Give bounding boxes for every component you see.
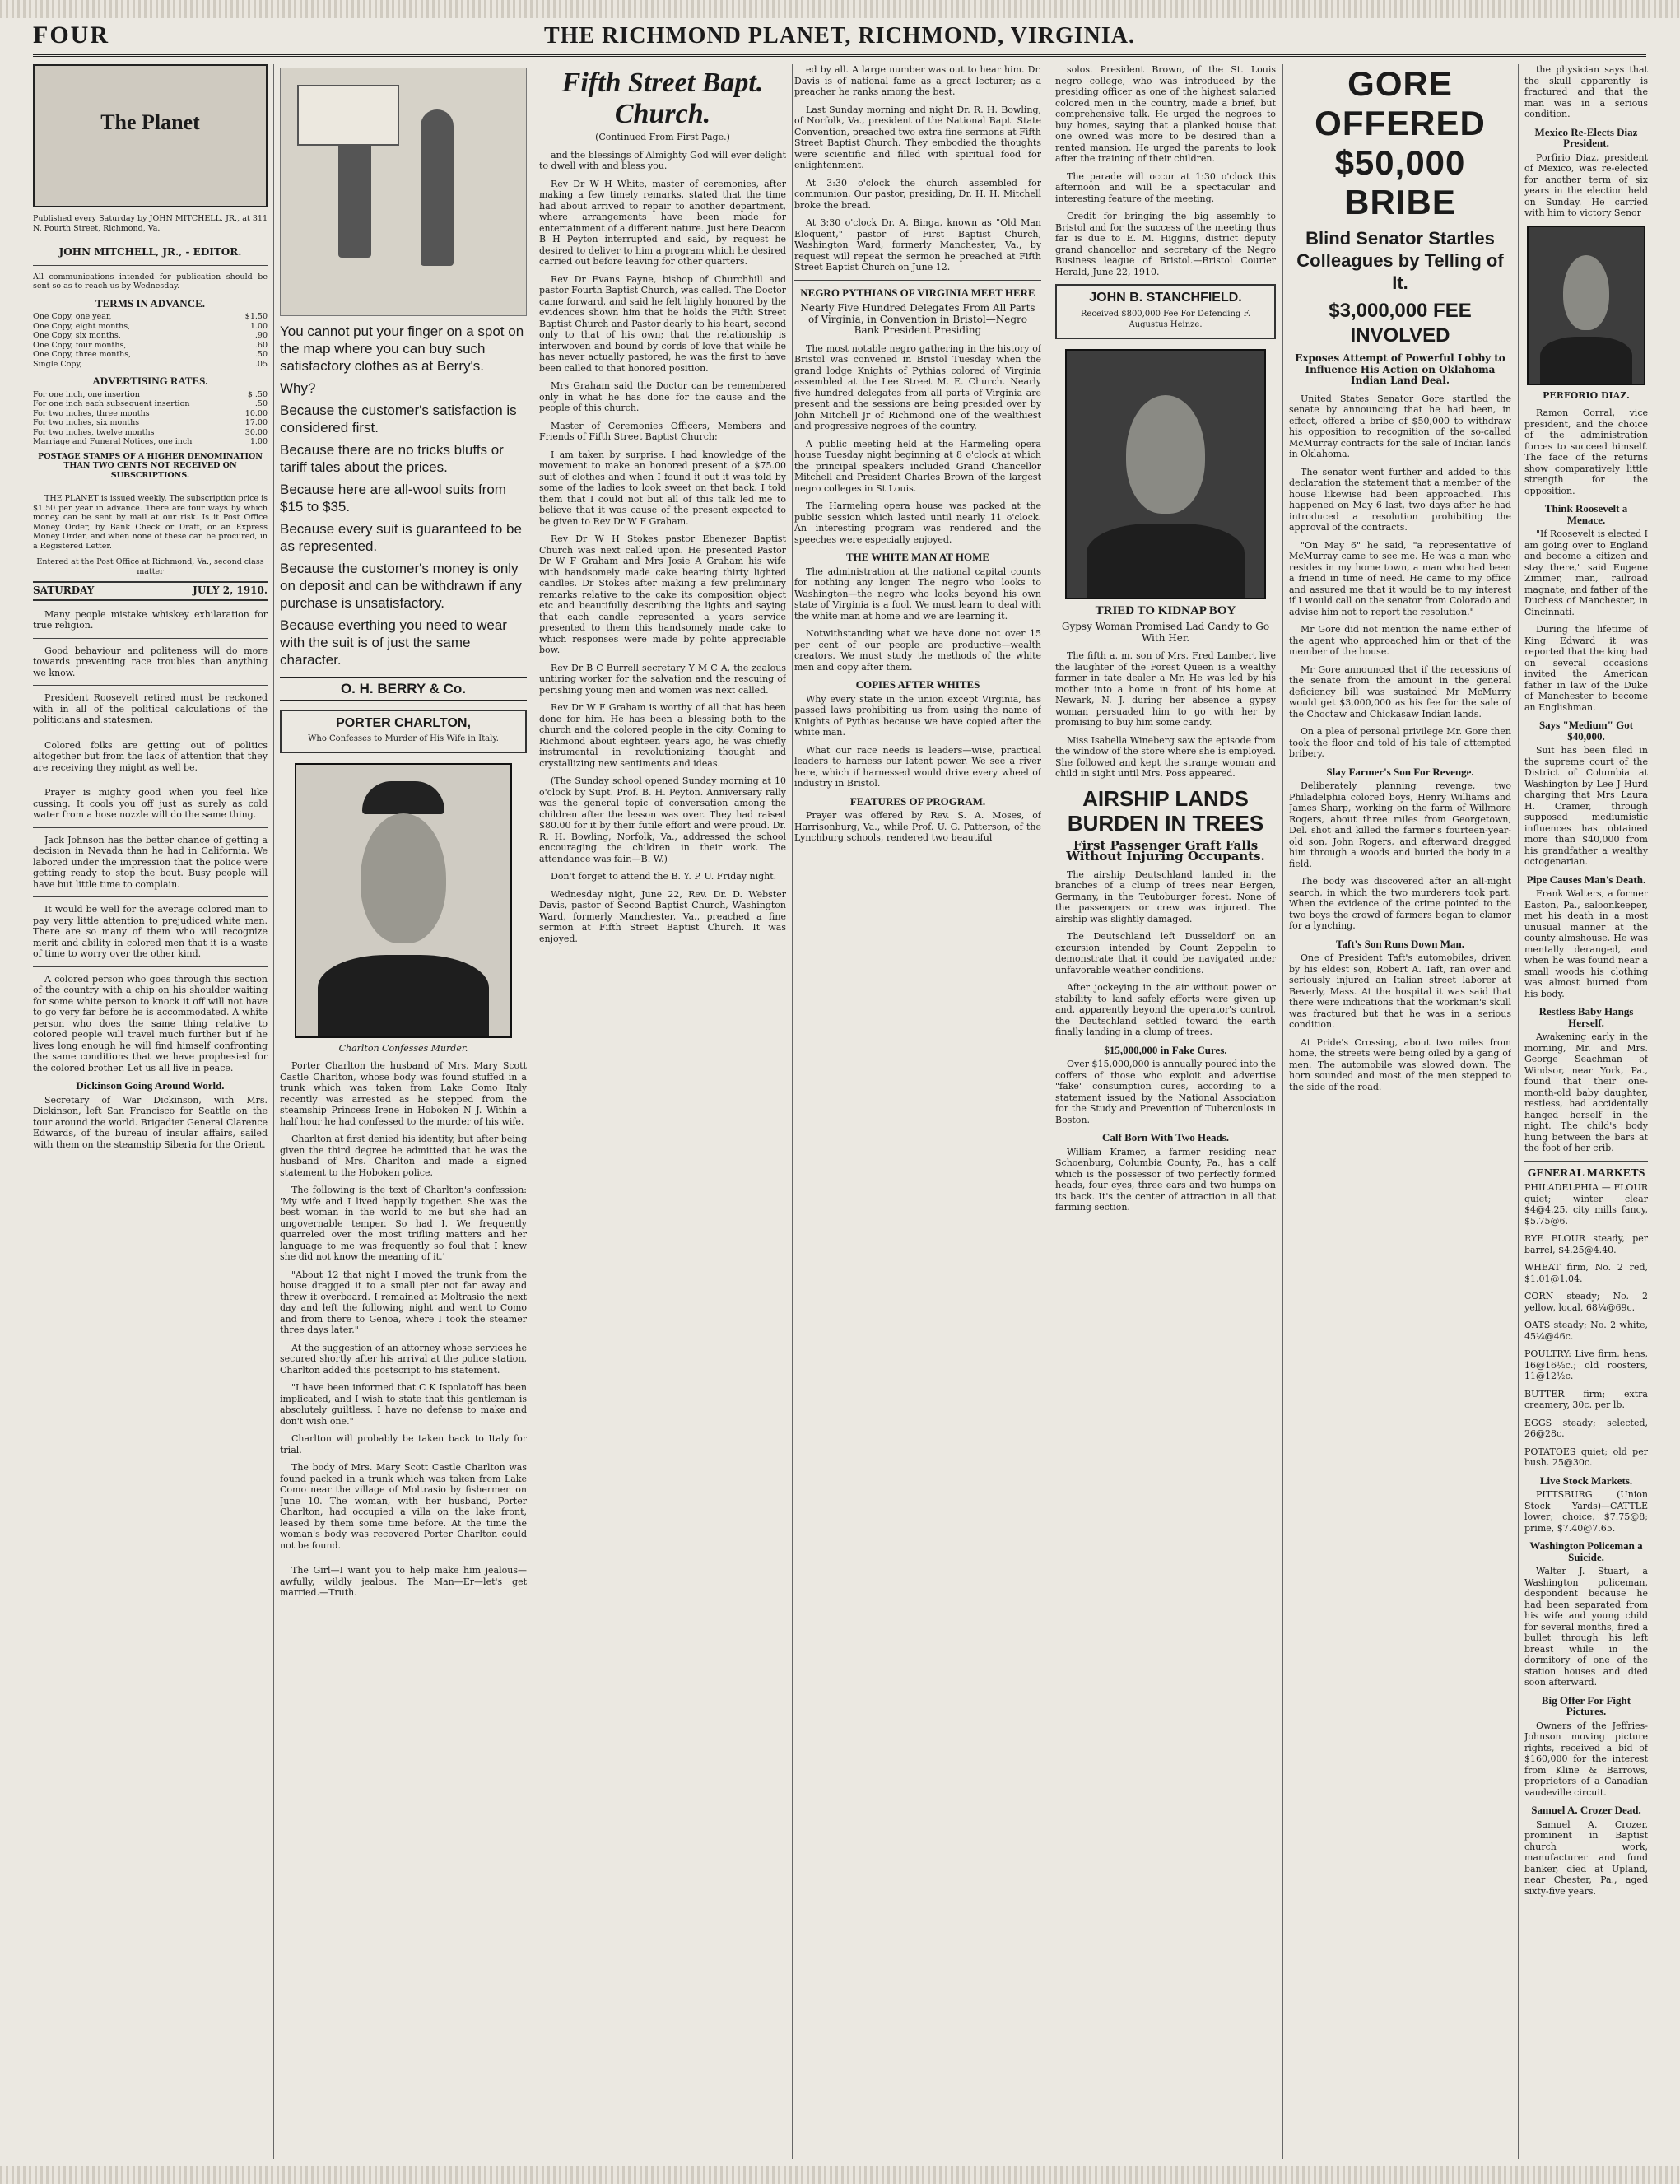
gore-paragraph: The senator went further and added to this declaration the statement that a member of the house likewise had been approached. This happened on May 6 last, two days after he had introduced a resolution prohibiting the approval of the contracts. (1289, 466, 1511, 533)
editorial-paragraph: Jack Johnson has the better chance of getting a decision in Nevada than he had in California. We labored under the impression that the police were getting ready to stop the bout. Busy people will have but little time to complain. (33, 834, 268, 890)
markets-list (1524, 1182, 1648, 1469)
ad-line: Because everthing you need to wear with the suit is of just the same character. (280, 617, 507, 668)
terms-row: One Copy, three months, .50 (33, 350, 268, 359)
diaz-paragraph: Ramon Corral, vice president, and the choice of the administration forces to succeed himself. The face of the returns show comparatively little strength for the opposition. (1524, 407, 1648, 496)
ad-line: Because every suit is guaranteed to be as represented. (280, 521, 522, 554)
advertising-title: ADVERTISING RATES. (92, 375, 208, 387)
gore-fee-headline: $3,000,000 FEE INVOLVED (1329, 300, 1472, 347)
page-number: FOUR (33, 21, 109, 49)
market-item: EGGS steady; selected, 26@28c. (1524, 1417, 1648, 1439)
terms-row: One Copy, six months, .90 (33, 331, 268, 340)
editorial-paragraph: Many people mistake whiskey exhilaration for true religion. (33, 608, 268, 631)
adv-row: For one inch each subsequent insertion .50 (33, 399, 268, 408)
pipe-headline: Pipe Causes Man's Death. (1526, 873, 1646, 886)
ad-line: Why? (280, 380, 316, 396)
gore-paragraph: On a plea of personal privilege Mr. Gore then took the floor and told of his tale of attempted bribery. (1289, 726, 1511, 759)
story-paragraph: At the suggestion of an attorney whose services he secured shortly after his arrival at the police station, Charlton added this postscript to his statement. (280, 1342, 527, 1376)
stanchfield-name: JOHN B. STANCHFIELD. (1089, 291, 1242, 305)
diaz-paragraph: Porfirio Diaz, president of Mexico, was re-elected for another term of six years in the election held on Sunday. He carried with him to victory Senor (1524, 151, 1648, 218)
church-paragraph: Rev Dr B C Burrell secretary Y M C A, the zealous untiring worker for the salvation and the rescuing of perishing young men and women was next called. (539, 662, 786, 696)
pythians-paragraph: Notwithstanding what we have done not over 15 per cent of our people are productive—wealth creators. We must study the methods of the white men and copy after them. (794, 628, 1041, 673)
story-paragraph: Charlton at first denied his identity, but after being given the third degree he admitted that he was the husband of Mrs. Charlton and made a signed statement to the Hoboken police. (280, 1134, 527, 1178)
market-item: BUTTER firm; extra creamery, 30c. per lb. (1524, 1388, 1648, 1410)
editor-line: JOHN MITCHELL, JR., - EDITOR. (58, 246, 242, 258)
kidnap-paragraph: The fifth a. m. son of Mrs. Fred Lambert live the laughter of the Forest Queen is a wealthy farmer in tate dealer a Mr. He was led by his mother into a home in front of his home at Newark, N. J. during her absence a gypsy woman persuaded him to go with her by promising to buy him some candy. (1055, 650, 1276, 728)
gore-paragraph: Mr Gore announced that if the recessions of the senate from the amount in the general deficiency bill was sustained Mr McMurry would get $3,000,000 as his fee for the sale of the Choctaw and Chickasaw Indian lands. (1289, 664, 1511, 719)
medium-headline: Says "Medium" Got $40,000. (1538, 719, 1634, 743)
slay-headline: Slay Farmer's Son For Revenge. (1326, 765, 1474, 778)
pythians-paragraph: Credit for bringing the big assembly to Bristol and for the success of the meeting thus far is due to E. M. Higgins, district deputy grand chancellor and secretary of the Negro Business league of Bristol.—Bristol Courier Herald, June 22, 1910. (1055, 211, 1276, 277)
continued-note: (Continued From First Page.) (595, 132, 730, 142)
policeman-paragraph: Walter J. Stuart, a Washington policeman, despondent because he had been separated from his wife and young child for several months, fired a bullet through his left breast while in the dormitory of one of the station houses and died soon afterward. (1524, 1566, 1648, 1688)
gore-deck: Exposes Attempt of Powerful Lobby to Influence His Action on Oklahoma Indian Land Deal. (1295, 352, 1505, 386)
scan-edge-bottom (0, 2166, 1680, 2184)
gore-headline: GORE OFFERED $50,000 BRIBE (1315, 64, 1486, 221)
dateline-day: SATURDAY (33, 584, 95, 596)
kidnap-deck: Gypsy Woman Promised Lad Candy to Go With Her. (1061, 621, 1270, 644)
livestock-title: Live Stock Markets. (1539, 1474, 1633, 1487)
gore-paragraph: "On May 6" he said, "a representative of McMurray came to see me. He was a man who resides in my home town, a man who had been a friend in time of need. He came to my office and assured me that it would be to my interest if I would call on the senator from Colorado and advise him not to report the resolution." (1289, 539, 1511, 617)
editorial-paragraph: Colored folks are getting out of politics altogether but from the lack of attention that they are receiving they might as well be. (33, 739, 268, 773)
church-paragraph: Don't forget to attend the B. Y. P. U. Friday night. (551, 871, 777, 882)
church-paragraph: Rev Dr W H Stokes pastor Ebenezer Baptist Church was next called upon. He presented Pastor Dr W F Graham and Mrs Josie A Graham his wife with handsomely made cake bearing thirty lighted candles. Dr Stokes after making a few preliminary remarks relative to the cake its composition object etc and beautifully describing the lights and saying that each candle represented a years service presented to them this handsomely made cake to which responses were made by polite appreciable bow. (539, 533, 786, 655)
dickinson-headline: Dickinson Going Around World. (76, 1079, 225, 1092)
story-paragraph: "About 12 that night I moved the trunk from the house dragged it to a small pier not far away and threw it overboard. I remained at Moltrasio the next day and left the following night and went to Como and from there to Genoa, where I took the steamer three days later." (280, 1269, 527, 1335)
features-headline: FEATURES OF PROGRAM. (849, 794, 986, 808)
pythians-deck: Nearly Five Hundred Delegates From All Parts of Virginia, in Convention in Bristol—Negro Bank President Presiding (800, 302, 1035, 336)
terms-row: One Copy, eight months, 1.00 (33, 321, 268, 331)
issue-dateline (33, 581, 268, 601)
calf-headline: Calf Born With Two Heads. (1102, 1131, 1229, 1143)
editorial-paragraph: President Roosevelt retired must be reckoned with in all of the political calculations of the politicians and statesmen. (33, 692, 268, 725)
gore-paragraph: United States Senator Gore startled the senate by announcing that he had been, in effect, offered a bribe of $50,000 to withdraw his opposition to recognition of the so-called McMurray contracts for the sale of Indian lands in Oklahoma. (1289, 393, 1511, 459)
church-paragraph: At 3:30 o'clock Dr. A. Binga, known as "Old Man Eloquent," pastor of First Baptist Church, Washington Ward, formerly Manchester, Va., by request will repeat the sermon he preached at Fifth Street Baptist Church on June 12. (794, 217, 1041, 272)
pythians-paragraph: The Harmeling opera house was packed at the public session which lasted until nearly 11 o'clock. An interesting program was rendered and the speeches were especially enjoyed. (794, 501, 1041, 545)
berry-company-name: O. H. BERRY & Co. (280, 677, 527, 701)
ad-line: Because there are no tricks bluffs or tariff tales about the prices. (280, 442, 504, 475)
postage-notice: POSTAGE STAMPS OF A HIGHER DENOMINATION THAN TWO CENTS NOT RECEIVED ON SUBSCRIPTIONS. (38, 451, 263, 480)
terms-row: Single Copy, .05 (33, 359, 268, 369)
church-paragraph: I am taken by surprise. I had knowledge of the movement to make an honored present of a $75.00 suit of clothes and when I found it out it was told by some of the ladies to look sweet on that back. I told them that I could not but all of this talk led me to believe that it was cause of the present expected to be given to Rev Dr W F Graham. (539, 449, 786, 527)
charlton-box-name: PORTER CHARLTON, (336, 715, 471, 730)
ad-line: Because here are all-wool suits from $15 to $35. (280, 482, 506, 515)
diaz-portrait (1527, 226, 1645, 385)
airship-headline: AIRSHIP LANDS BURDEN IN TREES (1067, 785, 1264, 836)
fake-cures-paragraph: Over $15,000,000 is annually poured into the coffers of those who exploit and advertise "fake" consumption cures, according to a statement issued by the National Association for the Study and Prevention of Tuberculosis in Boston. (1055, 1059, 1276, 1125)
editorial-paragraph: Good behaviour and politeness will do more towards preventing race troubles than anything we know. (33, 645, 268, 678)
adv-row: Marriage and Funeral Notices, one inch 1.00 (33, 437, 268, 446)
pythians-paragraph: Prayer was offered by Rev. S. A. Moses, of Harrisonburg, Va., while Prof. U. G. Patterson, of the Lynchburg schools, rendered two beautiful (794, 810, 1041, 843)
masthead (33, 18, 1646, 57)
taft-paragraph: the physician says that the skull apparently is fractured and that the man was in a serious condition. (1524, 64, 1648, 119)
clothing-ad-illustration (280, 68, 527, 316)
terms-title: TERMS IN ADVANCE. (95, 296, 206, 310)
crozer-headline: Samuel A. Crozer Dead. (1531, 1804, 1641, 1816)
pythians-paragraph: The parade will occur at 1:30 o'clock this afternoon and will be a spectacular and interesting feature of the meeting. (1055, 170, 1276, 204)
charlton-portrait (295, 763, 512, 1038)
story-paragraph: The following is the text of Charlton's confession: 'My wife and I lived happily together. She was the best woman in the world to me but she had an ungovernable temper. So had I. We frequently quarreled over the most trifling matters and her language to me was frequently so foul that I knew she did not know the meaning of it.' (280, 1185, 527, 1262)
story-paragraph: Charlton will probably be taken back to Italy for trial. (280, 1433, 527, 1455)
pythians-paragraph: Why every state in the union except Virginia, has passed laws prohibiting us from using the name of Knights of Pythias because we have copied after the white man. (794, 693, 1041, 738)
map-icon (297, 85, 399, 146)
airship-deck: First Passenger Graft Falls Without Injuring Occupants. (1066, 837, 1265, 864)
pythians-paragraph: The administration at the national capital counts for nothing any longer. The negro who looks to Washington—the negro who looks beyond his own state of Virginia is a fool. We must learn to deal with the white man at home and we are learning it. (794, 566, 1041, 622)
gore-main (1289, 64, 1511, 2159)
church-paragraph: Rev Dr Evans Payne, bishop of Churchhill and pastor Fourth Baptist Church, was called. The Doctor came forward, and said he felt highly honored by the evidences shown him that he holds the Fifth Street Baptist Church and Pastor dearly to his heart, second only to that of his own; that the relationship is interwoven and bound by cords of love that while he has never actually pastored, he was the first to have been called to that honored position. (539, 273, 786, 374)
airship-paragraph: The Deutschland left Dusseldorf on an excursion intended by Count Zeppelin to demonstrate that it could be navigated under unfavorable weather conditions. (1055, 931, 1276, 976)
church-paragraph: (The Sunday school opened Sunday morning at 10 o'clock by Supt. Prof. B. H. Peyton. Anniversary rally was the general topic of conversation among the children after the lesson was over. They had raised $80.00 for it by their futile effort and were proud. Dr. R. H. Bowling, Norfolk, Va., addressed the school encouraging the children in their work. The attendance was fair.—B. W.) (539, 775, 786, 864)
joke-paragraph: The Girl—I want you to help make him jealous—awfully, wildly jealous. The Man—Er—let's get married.—Truth. (280, 1565, 527, 1598)
roosevelt-paragraph: During the lifetime of King Edward it was reported that the king had on several occasions invited the American father in law of the Duke of Manchester to become an Englishman. (1524, 624, 1648, 713)
market-item: CORN steady; No. 2 yellow, local, 68¼@69c. (1524, 1291, 1648, 1313)
subscription-notice: THE PLANET is issued weekly. The subscription price is $1.50 per year in advance. There are four ways by which money can be sent by mail at our risk. Is it Post Office Money Order, by Bank Check or Draft, or an Express Money Order, and when none of these can be procured, in a Registered Letter. (33, 494, 268, 551)
diaz-headline: Mexico Re-Elects Diaz President. (1534, 125, 1638, 149)
ad-line: Because the customer's money is only on deposit and can be withdrawn if any purchase is unsatisfactory. (280, 561, 522, 611)
ad-line: You cannot put your finger on a spot on the map where you can buy such satisfactory clothes as at Berry's. (280, 324, 524, 374)
roosevelt-paragraph: "If Roosevelt is elected I am going over to England and become a citizen and stay there," said Eugene Zimmer, man, railroad magnate, and father of the Duchess of Manchester, in Cincinnati. (1524, 529, 1648, 617)
pythians-paragraph: A public meeting held at the Harmeling opera house Tuesday night beginning at 8 o'clock at which the principal speakers included Grand Chancellor Mitchell and President Charles Brown of the largest negro colleges in St Louis. (794, 438, 1041, 494)
church-paragraph: Master of Ceremonies Officers, Members and Friends of Fifth Street Baptist Church: (539, 420, 786, 442)
ad-line: Because the customer's satisfaction is considered first. (280, 403, 517, 435)
column-5 (1055, 64, 1276, 2159)
entered-notice: Entered at the Post Office at Richmond, Va., second class matter (36, 557, 264, 576)
markets-title: GENERAL MARKETS (1527, 1167, 1645, 1180)
column-3 (539, 64, 786, 2159)
church-paragraph: ed by all. A large number was out to hear him. Dr. Davis is of national fame as a great lecturer; as a preacher he ranks among the best. (794, 64, 1041, 97)
market-item: POTATOES quiet; old per bush. 25@30c. (1524, 1446, 1648, 1468)
taft-paragraph: One of President Taft's automobiles, driven by his eldest son, Robert A. Taft, ran over and seriously injured an Italian street laborer at Beverly, Mass. At the hospital it was said that there were indications that the workman's skull was fractured but that he was in a serious condition. (1289, 952, 1511, 1030)
market-item: POULTRY: Live firm, hens, 16@16½c.; old roosters, 11@12½c. (1524, 1348, 1648, 1381)
newspaper-title: THE RICHMOND PLANET, RICHMOND, VIRGINIA. (543, 23, 1135, 49)
column-2 (280, 64, 527, 2159)
dickinson-story: Secretary of War Dickinson, with Mrs. Dickinson, left San Francisco for Seattle on the tour around the world. Brigadier General Clarence Edwards, of the bureau of insular affairs, sailed with them on the steamship Siberia for the Orient. (33, 1094, 268, 1150)
dateline-date: JULY 2, 1910. (193, 584, 268, 596)
slay-paragraph: Deliberately planning revenge, two Philadelphia colored boys, Henry Williams and James Sharp, working on the farm of Willmore Rogers, about three miles from Georgetown, Del. shot and killed the farmer's fourteen-year-old son, John Rogers, and afterward dragged him through a woods and buried the body in a field. (1289, 780, 1511, 869)
story-paragraph: The body of Mrs. Mary Scott Castle Charlton was found packed in a trunk which was taken from Lake Como near the village of Moltrasio by fishermen on June 10. The woman, with her husband, Porter Charlton, had occupied a villa on the lake front, leased by them some time before. At the time the woman's body was recovered Porter Charlton could not be found. (280, 1462, 527, 1551)
stanchfield-portrait (1065, 349, 1266, 599)
diaz-caption: PERFORIO DIAZ. (1543, 389, 1630, 401)
gore-paragraph: Mr Gore did not mention the name either of the agent who approached him or that of the member of the house. (1289, 624, 1511, 657)
church-paragraph: Rev Dr W F Graham is worthy of all that has been done for him. He has been a blessing both to the church and the colored people in the city. Coming to Richmond about eighteen years ago, he was chiefly instrumental in revolutionizing thought and crystallizing new sentiments and ideas. (539, 702, 786, 769)
airship-paragraph: The airship Deutschland landed in the branches of a clump of trees near Bergen, Germany, in the Teutoburger forest. None of the passengers or crew was injured. The airship was slightly damaged. (1055, 868, 1276, 924)
terms-list (33, 312, 268, 369)
slay-paragraph: The body was discovered after an all-night search, in which the two murderers took part. When the evidence of the crime pointed to the two boys the crowd of farmers began to clamor for a lynching. (1289, 876, 1511, 931)
advertising-rates (33, 390, 268, 447)
stanchfield-desc: Received $800,000 Fee For Defending F. Augustus Heinze. (1080, 309, 1251, 329)
livestock-item: PITTSBURG (Union Stock Yards)—CATTLE lower; choice, $7.75@8; prime, $7.40@7.65. (1524, 1489, 1648, 1534)
berry-advertisement (280, 323, 527, 668)
market-item: PHILADELPHIA — FLOUR quiet; winter clear $4@4.25, city mills fancy, $5.75@6. (1524, 1182, 1648, 1227)
church-paragraph: At 3:30 o'clock the church assembled for communion. Our pastor, presiding, Dr. H. H. Mitchell broke the bread. (794, 177, 1041, 211)
fake-cures-headline: $15,000,000 in Fake Cures. (1104, 1043, 1227, 1056)
market-item: WHEAT firm, No. 2 red, $1.01@1.04. (1524, 1262, 1648, 1284)
story-paragraph: "I have been informed that C K Ispolatoff has been implicated, and I wish to state that this gentleman is absolutely guiltless. I have no defense to make and don't wish one." (280, 1382, 527, 1427)
kidnap-headline: TRIED TO KIDNAP BOY (1095, 603, 1236, 617)
communications-notice: All communications intended for publication should be sent so as to reach us by Wednesday. (33, 272, 268, 291)
airship-paragraph: After jockeying in the air without power or stability to land safely efforts were given up and, apparently beyond the operator's control, the Deutschland settled toward the earth finally landing in a clump of trees. (1055, 982, 1276, 1037)
crozer-paragraph: Samuel A. Crozer, prominent in Baptist church work, manufacturer and fund banker, died at Upland, near Chester, Pa., aged sixty-five years. (1524, 1818, 1648, 1897)
white-man-headline: THE WHITE MAN AT HOME (845, 551, 990, 563)
church-paragraph: and the blessings of Almighty God will ever delight to dwell with and bless you. (539, 149, 786, 171)
policeman-headline: Washington Policeman a Suicide. (1529, 1539, 1643, 1563)
scan-edge-top (0, 0, 1680, 18)
stanchfield-box (1055, 284, 1276, 339)
taft-paragraph: At Pride's Crossing, about two miles from home, the streets were being oiled by a gang of men. The automobile was slowed down. The horn sounded and most of the men stepped to the side of the road. (1289, 1036, 1511, 1092)
story-paragraph: Porter Charlton the husband of Mrs. Mary Scott Castle Charlton, whose body was found stuffed in a trunk which was taken from Lake Como Italy recently was arrested as he stepped from the steamship Princess Irene in Hoboken N J. Within a half hour he had confessed to the murder of his wife. (280, 1060, 527, 1127)
market-item: RYE FLOUR steady, per barrel, $4.25@4.40. (1524, 1233, 1648, 1255)
editorial-paragraph: A colored person who goes through this section of the country with a chip on his shoulder waiting for some white person to knock it off will not have to go very far before he is accommodated. A white person who does the same thing relative to colored people will travel much further but if he lives long enough he will find himself confronting the same conditions that we have prophesied for the colored brother. Let us all live in peace. (33, 973, 268, 1073)
fight-pictures-headline: Big Offer For Fight Pictures. (1541, 1693, 1631, 1717)
man-figure-icon (421, 109, 454, 266)
church-paragraph: Last Sunday morning and night Dr. R. H. Bowling, of Norfolk, Va., president of the National Bapt. State Convention, preached two extra fine sermons at Fifth Street Baptist Church. They embodied the thoughts were scientific and filled with spiritual food for enlightenment. (794, 104, 1041, 170)
terms-row: One Copy, four months, .60 (33, 340, 268, 350)
fight-pictures-paragraph: Owners of the Jeffries-Johnson moving picture rights, received a bid of $160,000 for the interest from Kline & Barrows, proprietors of a Canadian vaudeville circuit. (1524, 1720, 1648, 1798)
calf-paragraph: William Kramer, a farmer residing near Schoenburg, Columbia County, Pa., has a calf which is the possessor of two perfectly formed heads, four eyes, three ears and two humps on its back. It's the center of attraction in all that farming section. (1055, 1146, 1276, 1213)
pythians-paragraph: What our race needs is leaders—wise, practical leaders to harness our latent power. We see a river here, which if harnessed would drive every wheel of industry in Bristol. (794, 744, 1041, 789)
adv-row: For two inches, twelve months 30.00 (33, 427, 268, 437)
adv-row: For two inches, six months 17.00 (33, 418, 268, 427)
planet-logo (33, 64, 268, 207)
copies-headline: COPIES AFTER WHITES (855, 678, 980, 691)
kidnap-paragraph: Miss Isabella Wineberg saw the episode from the window of the store where she is employed. She followed and kept the strange woman and child in sight until Mrs. Poss appeared. (1055, 734, 1276, 779)
editorial-paragraph: Prayer is mighty good when you feel like cussing. It cools you off just as surely as cold water from a hose nozzle will do the same thing. (33, 787, 268, 820)
baby-headline: Restless Baby Hangs Herself. (1538, 1005, 1634, 1029)
church-paragraph: Rev Dr W H White, master of ceremonies, after making a few timely remarks, stated that the time had about arrived to repair to another department, where arrangements have been made for entertainment of a different nature. Just here Deacon B H Peyton interrupted and said, by request he desired to deliver to him a program which he desired carried out before leaving for other quarters. (539, 178, 786, 267)
charlton-box-desc: Who Confesses to Murder of His Wife in Italy. (308, 734, 499, 743)
column-7 (1524, 64, 1648, 2159)
pipe-paragraph: Frank Walters, a former Easton, Pa., saloonkeeper, met his death in a most unusual manner at the county almshouse. He was mentally deranged, and when he was found near a small woods his clothing was almost burned from his body. (1524, 888, 1648, 999)
church-paragraph: Mrs Graham said the Doctor can be remembered only in what he has done for the cause and the people of this church. (539, 380, 786, 413)
market-item: OATS steady; No. 2 white, 45¼@46c. (1524, 1320, 1648, 1342)
roosevelt-headline: Think Roosevelt a Menace. (1544, 502, 1628, 526)
gore-subhead: Blind Senator Startles Colleagues by Telling of It. (1296, 228, 1504, 293)
pythians-paragraph: solos. President Brown, of the St. Louis negro college, who was introduced by the presiding officer as one of the highest salaried colored men in the country, made a brief, but comprehensive talk. He urged the negroes to buy homes, saying that a planked house that one owned was more to be desired than a rented mansion. He urged the parents to look after the training of their children. (1055, 64, 1276, 164)
baby-paragraph: Awakening early in the morning, Mr. and Mrs. George Seachman of Windsor, near York, Pa., found that their one-month-old baby daughter, restless, had accidentally hanged herself in the night. The child's body hung between the bars at the foot of her crib. (1524, 1031, 1648, 1153)
charlton-box (280, 710, 527, 753)
charlton-caption: Charlton Confesses Murder. (338, 1042, 468, 1054)
column-4 (794, 64, 1041, 2159)
taft-headline: Taft's Son Runs Down Man. (1336, 937, 1464, 950)
adv-row: For two inches, three months 10.00 (33, 408, 268, 418)
publisher-notice: Published every Saturday by JOHN MITCHELL, JR., at 311 N. Fourth Street, Richmond, Va. (33, 214, 268, 233)
adv-row: For one inch, one insertion $ .50 (33, 389, 268, 399)
logo-text: The Planet (100, 110, 200, 134)
pythians-headline: NEGRO PYTHIANS OF VIRGINIA MEET HERE (800, 286, 1035, 299)
editorial-paragraph: It would be well for the average colored man to pay very little attention to prejudiced white men. There are so many of them who will recognize merit and ability in colored men that it is a waste of time to worry over the other kind. (33, 904, 268, 959)
column-1 (33, 64, 268, 2159)
bowler-hat-icon (362, 781, 444, 814)
medium-paragraph: Suit has been filed in the supreme court of the District of Columbia at Washington by Lee J Hurd charging that Mrs Laura H. Cramer, through supposed mediumistic influences has obtained more than $40,000 from his grandfather a wealthy octogenarian. (1524, 745, 1648, 867)
pythians-paragraph: The most notable negro gathering in the history of Bristol was convened in Bristol Tuesday when the grand lodge Knights of Pythias colored of Virginia assembled at the Lee Street M. E. Church. Nearly five hundred delegates from all parts of Virginia are present and the sessions are being presided over by John Mitchell Jr of Richmond one of the wealthiest and progressive negroes of the country. (794, 342, 1041, 431)
church-paragraph: Wednesday night, June 22, Rev. Dr. D. Webster Davis, pastor of Second Baptist Church, Washington Ward, formerly Manchester, Va., preached a fine sermon at Fifth Street Baptist Church. It was enjoyed. (539, 888, 786, 944)
terms-row: One Copy, one year, $1.50 (33, 312, 268, 321)
church-headline: Fifth Street Bapt. Church. (561, 68, 764, 129)
